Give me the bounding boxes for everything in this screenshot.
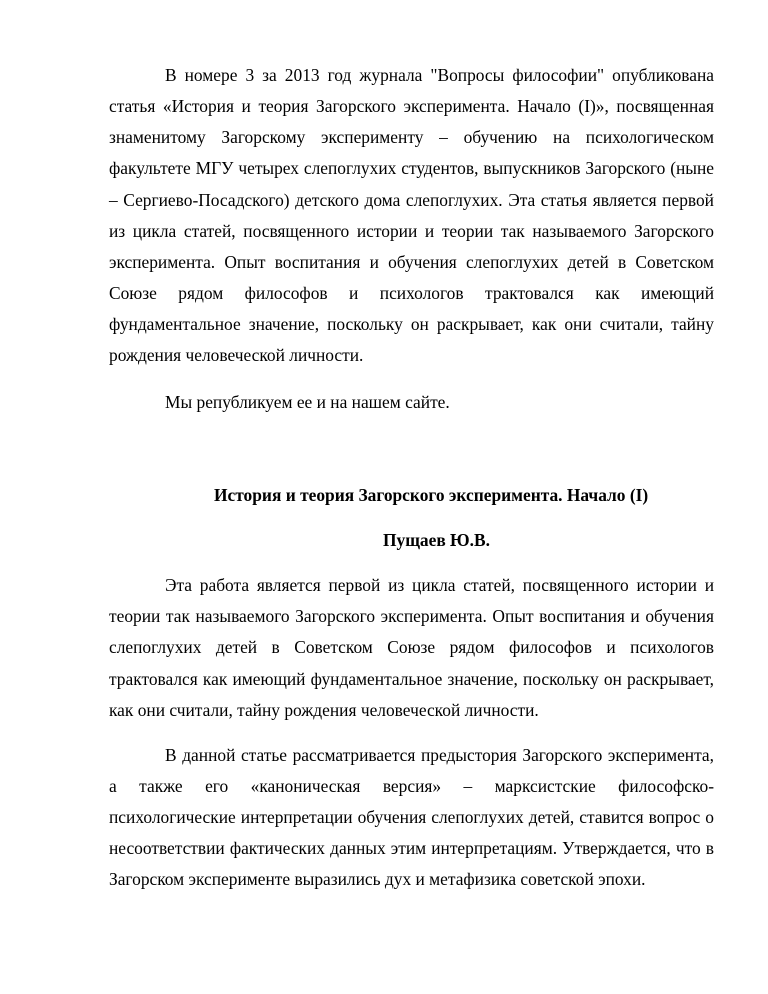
abstract-paragraph-2: В данной статье рассматривается предыстория Загорского эксперимента, а также его «каноническая версия» – марксистские философско-психологические интерпретации обучения слепоглухих детей, ставится вопрос о несоответствии фактических данных этим интерпретациям. Утверждается, что в Загорском эксперименте выразились дух и метафизика советской эпохи. [109, 744, 714, 890]
republish-note: Мы републикуем ее и на нашем сайте. [165, 391, 450, 412]
intro-paragraph: В номере 3 за 2013 год журнала "Вопросы философии" опубликована статья «История и теория Загорского эксперимента. Начало (I)», посвященная знаменитому Загорскому эксперименту – обучению на психологическом факультете МГУ четырех слепоглухих студентов, выпускников Загорского (ныне – Сергиево-Посадского) детского дома слепоглухих. Эта статья является первой из цикла статей, посвященного истории и теории так называемого Загорского эксперимента. Опыт воспитания и обучения слепоглухих детей в Советском Союзе рядом философов и психологов трактовался как имеющий фундаментальное значение, поскольку он раскрывает, как они считали, тайну рождения человеческой личности. [109, 65, 714, 366]
article-author: Пущаев Ю.В. [383, 529, 490, 550]
document-page [109, 60, 714, 896]
article-title: История и теория Загорского эксперимента. Начало (I) [214, 484, 649, 505]
abstract-paragraph-1: Эта работа является первой из цикла статей, посвященного истории и теории так называемого Загорского эксперимента. Опыт воспитания и обучения слепоглухих детей в Советском Союзе рядом философов и психологов трактовался как имеющий фундаментальное значение, поскольку он раскрывает, как они считали, тайну рождения человеческой личности. [109, 575, 714, 720]
